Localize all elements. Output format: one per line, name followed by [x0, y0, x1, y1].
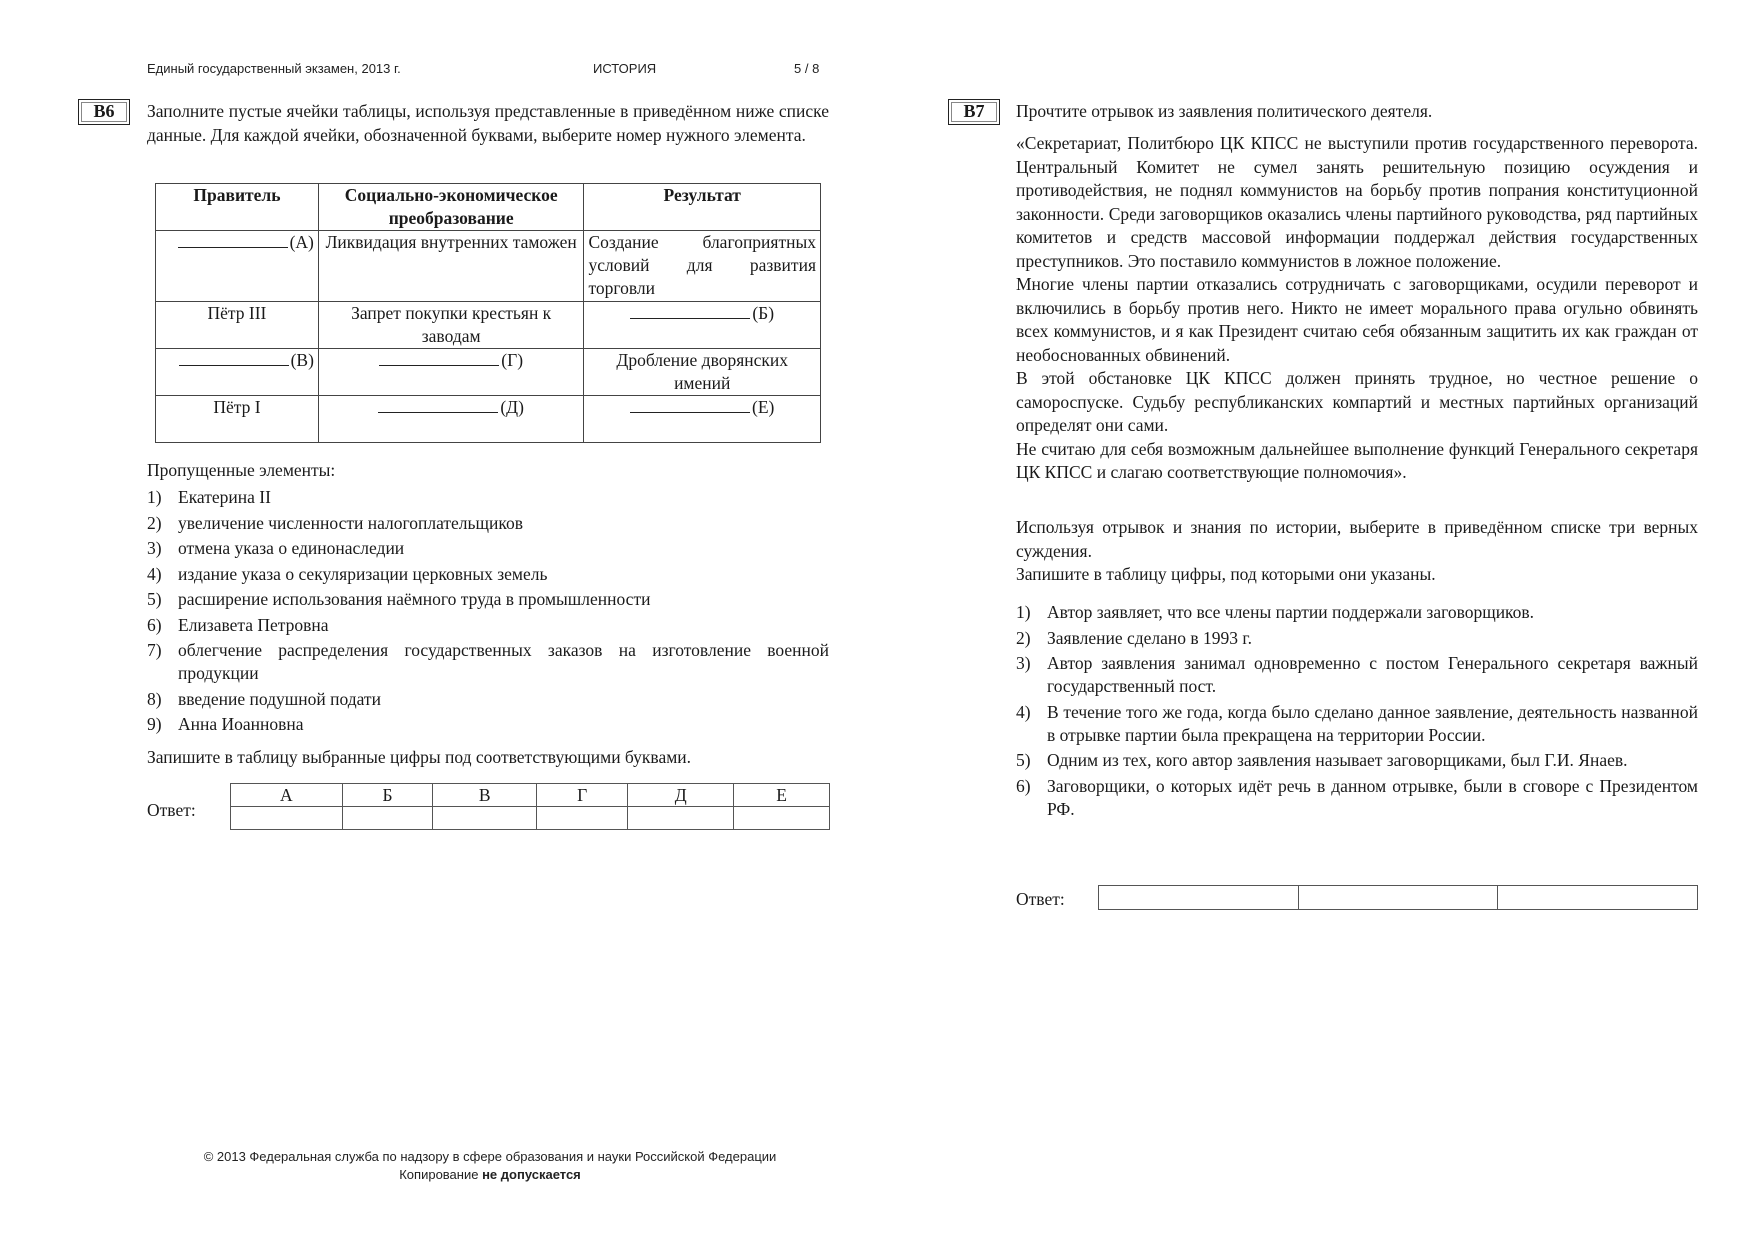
list-item: 3) отмена указа о единонаследии	[147, 538, 405, 558]
list-item: 2) увеличение численности налогоплательщиков	[147, 512, 523, 533]
blank-line	[630, 398, 750, 413]
b6-cell-ruler: Пётр III	[156, 302, 319, 349]
answer-input-row	[231, 807, 830, 830]
b6-instructions: Заполните пустые ячейки таблицы, используя представленные в приведённом ниже списке данные. Для каждой ячейки, обозначенной буквами, выберите номер нужного элемента.	[147, 101, 829, 145]
b6-table-row	[156, 231, 821, 302]
answer-letter: Д	[628, 784, 734, 807]
list-item: 1) Автор заявляет, что все члены партии поддержали заговорщиков.	[1016, 602, 1535, 622]
b6-cell-ruler: Пётр I	[156, 396, 319, 443]
blank-line	[178, 233, 288, 248]
list-item: 5) Одним из тех, кого автор заявления называет заговорщиками, был Г.И. Янаев.	[1016, 750, 1628, 770]
answer-cell-g[interactable]	[537, 807, 628, 830]
task-label-b7: В7	[948, 99, 1000, 125]
list-item: 2) Заявление сделано в 1993 г.	[1016, 627, 1253, 648]
blank-line	[378, 398, 498, 413]
quote-paragraph: Не считаю для себя возможным дальнейшее выполнение функций Генерального секретаря ЦК КПСС и слагаю соответствующие полномочия».	[1016, 438, 1698, 482]
header-exam-title: Единый государственный экзамен, 2013 г.	[147, 61, 401, 76]
answer-letter: Г	[537, 784, 628, 807]
footer	[150, 1148, 830, 1184]
answer-cell-2[interactable]	[1298, 886, 1498, 910]
list-item: 6) Заговорщики, о которых идёт речь в данном отрывке, были в сговоре с Президентом РФ.	[1016, 775, 1698, 819]
b7-task	[1016, 516, 1698, 587]
header-page-number: 5 / 8	[794, 61, 820, 76]
answer-letter: А	[231, 784, 343, 807]
b6-answer-instruction: Запишите в таблицу выбранные цифры под соответствующими буквами.	[147, 747, 692, 767]
answer-cell-d[interactable]	[628, 807, 734, 830]
answer-letter: Е	[734, 784, 830, 807]
b6-cell-blank-a[interactable]: (А)	[156, 231, 319, 302]
list-item: 5) расширение использования наёмного труда в промышленности	[147, 589, 651, 609]
list-item: 4) издание указа о секуляризации церковных земель	[147, 563, 548, 584]
footer-copy-notice: Копирование не допускается	[399, 1167, 581, 1182]
answer-cell-b[interactable]	[342, 807, 433, 830]
list-item: 1) Екатерина II	[147, 487, 271, 507]
answer-input-row	[1099, 886, 1698, 910]
task-paragraph: Используя отрывок и знания по истории, выберите в приведённом списке три верных суждения.	[1016, 517, 1698, 561]
quote-paragraph: В этой обстановке ЦК КПСС должен принять трудное, но честное решение о самороспуске. Судьбу республиканских компартий и местных партийных организаций определят они сами.	[1016, 368, 1698, 435]
list-item: 9) Анна Иоанновна	[147, 714, 304, 734]
b6-cell-blank-e[interactable]: (Е)	[584, 396, 821, 443]
b6-cell-reform: Запрет покупки крестьян к заводам	[318, 302, 584, 349]
b6-answer-grid	[230, 783, 830, 830]
answer-letters-row	[231, 784, 830, 807]
answer-cell-a[interactable]	[231, 807, 343, 830]
blank-line	[630, 304, 750, 319]
b6-list-title: Пропущенные элементы:	[147, 460, 336, 480]
b6-header-ruler: Правитель	[156, 184, 319, 231]
b6-table-row	[156, 349, 821, 396]
b7-quote	[1016, 132, 1698, 485]
b6-cell-blank-v[interactable]: (В)	[156, 349, 319, 396]
b6-answer-label: Ответ:	[147, 800, 196, 820]
b6-table-row	[156, 302, 821, 349]
answer-cell-1[interactable]	[1099, 886, 1299, 910]
b6-cell-result: Дробление дворянских имений	[584, 349, 821, 396]
answer-letter: Б	[342, 784, 433, 807]
answer-letter: В	[433, 784, 537, 807]
task-paragraph: Запишите в таблицу цифры, под которыми они указаны.	[1016, 564, 1436, 584]
b7-answer-label: Ответ:	[1016, 889, 1065, 909]
list-item: 3) Автор заявления занимал одновременно с постом Генерального секретаря важный государственный пост.	[1016, 653, 1698, 696]
list-item: 8) введение подушной подати	[147, 688, 381, 709]
b6-table	[155, 183, 821, 443]
list-item: 6) Елизавета Петровна	[147, 614, 329, 635]
task-label-b6: В6	[78, 99, 130, 125]
b6-cell-result: Создание благоприятных условий для развития торговли	[584, 231, 821, 302]
b6-header-reform: Социально-экономическое преобразование	[318, 184, 584, 231]
b6-header-result: Результат	[584, 184, 821, 231]
b7-answer-grid	[1098, 885, 1698, 910]
footer-copyright: © 2013 Федеральная служба по надзору в сфере образования и науки Российской Федерации	[203, 1149, 777, 1164]
answer-cell-e[interactable]	[734, 807, 830, 830]
b6-table-header-row	[156, 184, 821, 231]
b7-intro: Прочтите отрывок из заявления политического деятеля.	[1016, 101, 1433, 121]
b6-cell-reform: Ликвидация внутренних таможен	[318, 231, 584, 302]
blank-line	[379, 351, 499, 366]
b6-cell-blank-b[interactable]: (Б)	[584, 302, 821, 349]
blank-line	[179, 351, 289, 366]
b6-cell-blank-d[interactable]: (Д)	[318, 396, 584, 443]
b6-options-list	[147, 486, 829, 739]
b6-table-row	[156, 396, 821, 443]
answer-cell-3[interactable]	[1498, 886, 1698, 910]
b7-options-list	[1016, 601, 1698, 823]
answer-cell-v[interactable]	[433, 807, 537, 830]
list-item: 4) В течение того же года, когда было сделано данное заявление, деятельность названной в отрывке партии была прекращена на территории России.	[1016, 701, 1698, 745]
b6-cell-blank-g[interactable]: (Г)	[318, 349, 584, 396]
quote-paragraph: «Секретариат, Политбюро ЦК КПСС не выступили против государственного переворота. Центральный Комитет не сумел занять решительную позицию осуждения и противодействия, не поднял коммунистов на борьбу против попрания конституционной законности. Среди заговорщиков оказались члены партийного руководства, ряд партийных комитетов и средств массовой информации поддержал действия государственных преступников. Это поставило коммунистов в ложное положение.	[1016, 133, 1698, 271]
quote-paragraph: Многие члены партии отказались сотрудничать с заговорщиками, осудили переворот и включились в борьбу против него. Никто не имеет морального права огульно обвинять всех коммунистов, и я как Президент считаю себя обязанным защитить их как граждан от необоснованных обвинений.	[1016, 274, 1698, 365]
header-subject: ИСТОРИЯ	[593, 61, 657, 76]
list-item: 7) облегчение распределения государственных заказов на изготовление военной продукции	[147, 640, 829, 683]
